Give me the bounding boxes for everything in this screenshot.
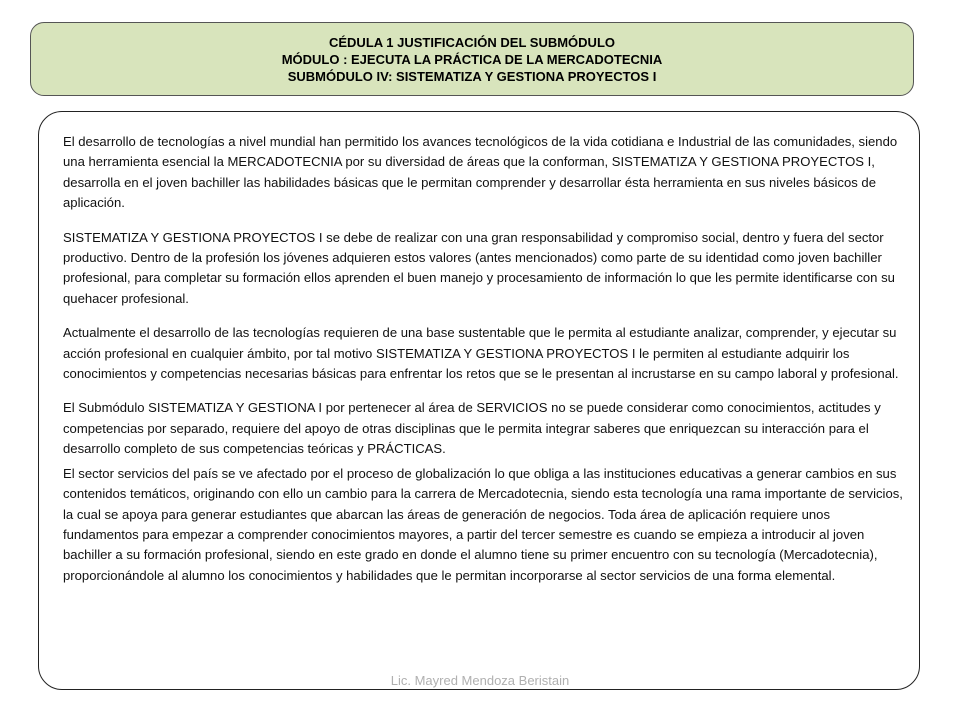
author-footer: Lic. Mayred Mendoza Beristain: [390, 673, 570, 688]
paragraph-2: SISTEMATIZA Y GESTIONA PROYECTOS I se debe de realizar con una gran responsabilidad y compromiso social, dentro y fuera del sector productivo. Dentro de la profesión los jóvenes adquieren estos valores (antes mencionados) como parte de su identidad como joven bachiller profesional, para completar su formación ellos aprenden el buen manejo y procesamiento de información lo que les permite identificarse con su quehacer profesional.: [63, 229, 895, 306]
paragraph-1: El desarrollo de tecnologías a nivel mundial han permitido los avances tecnológicos de la vida cotidiana e Industrial de las comunidades, siendo una herramienta esencial la MERCADOTECNIA por su diversidad de áreas que la conforman, SISTEMATIZA Y GESTIONA PROYECTOS I, desarrolla en el joven bachiller las habilidades básicas que le permitan comprender y desarrollar ésta herramienta en sus niveles básicos de aplicación.: [63, 134, 898, 211]
submodulo-title: SUBMÓDULO IV: SISTEMATIZA Y GESTIONA PROYECTOS I: [287, 68, 657, 84]
justification-panel: [38, 111, 920, 690]
paragraph-4: El Submódulo SISTEMATIZA Y GESTIONA I por pertenecer al área de SERVICIOS no se puede considerar como conocimientos, actitudes y competencias por separado, requiere del apoyo de otras disciplinas que le permita integrar saberes que enriquezcan su interacción para el desarrollo completo de sus competencias teóricas y PRÁCTICAS.: [63, 400, 881, 457]
paragraph-5: El sector servicios del país se ve afectado por el proceso de globalización lo que obliga a las instituciones educativas a generar cambios en sus contenidos temáticos, originando con ello un cambio para la carrera de Mercadotecnia, siendo esta tecnología una rama importante de servicios, la cual se apoya para generar estudiantes que abarcan las áreas de generación de negocios. Toda área de aplicación requiere unos fundamentos para empezar a comprender conocimientos mayores, a partir del tercer semestre es cuando se empieza a introducir al joven bachiller a su formación profesional, siendo en este grado en donde el alumno tiene su primer encuentro con su tecnología (Mercadotecnia), proporcionándole al alumno los conocimientos y habilidades que le permitan incorporarse al sector servicios de una forma elemental.: [63, 465, 903, 583]
modulo-title: MÓDULO : EJECUTA LA PRÁCTICA DE LA MERCADOTECNIA: [281, 51, 663, 67]
paragraph-3: Actualmente el desarrollo de las tecnologías requieren de una base sustentable que le permita al estudiante analizar, comprender, y ejecutar su acción profesional en cualquier ámbito, por tal motivo SISTEMATIZA Y GESTIONA PROYECTOS I le permiten al estudiante adquirir los conocimientos y competencias necesarias básicas para enfrentar los retos que se le presentan al incrustarse en su campo laboral y profesional.: [63, 325, 899, 382]
title-banner: [30, 22, 914, 96]
cedula-title: CÉDULA 1 JUSTIFICACIÓN DEL SUBMÓDULO: [328, 34, 615, 50]
justification-text: [63, 132, 903, 600]
